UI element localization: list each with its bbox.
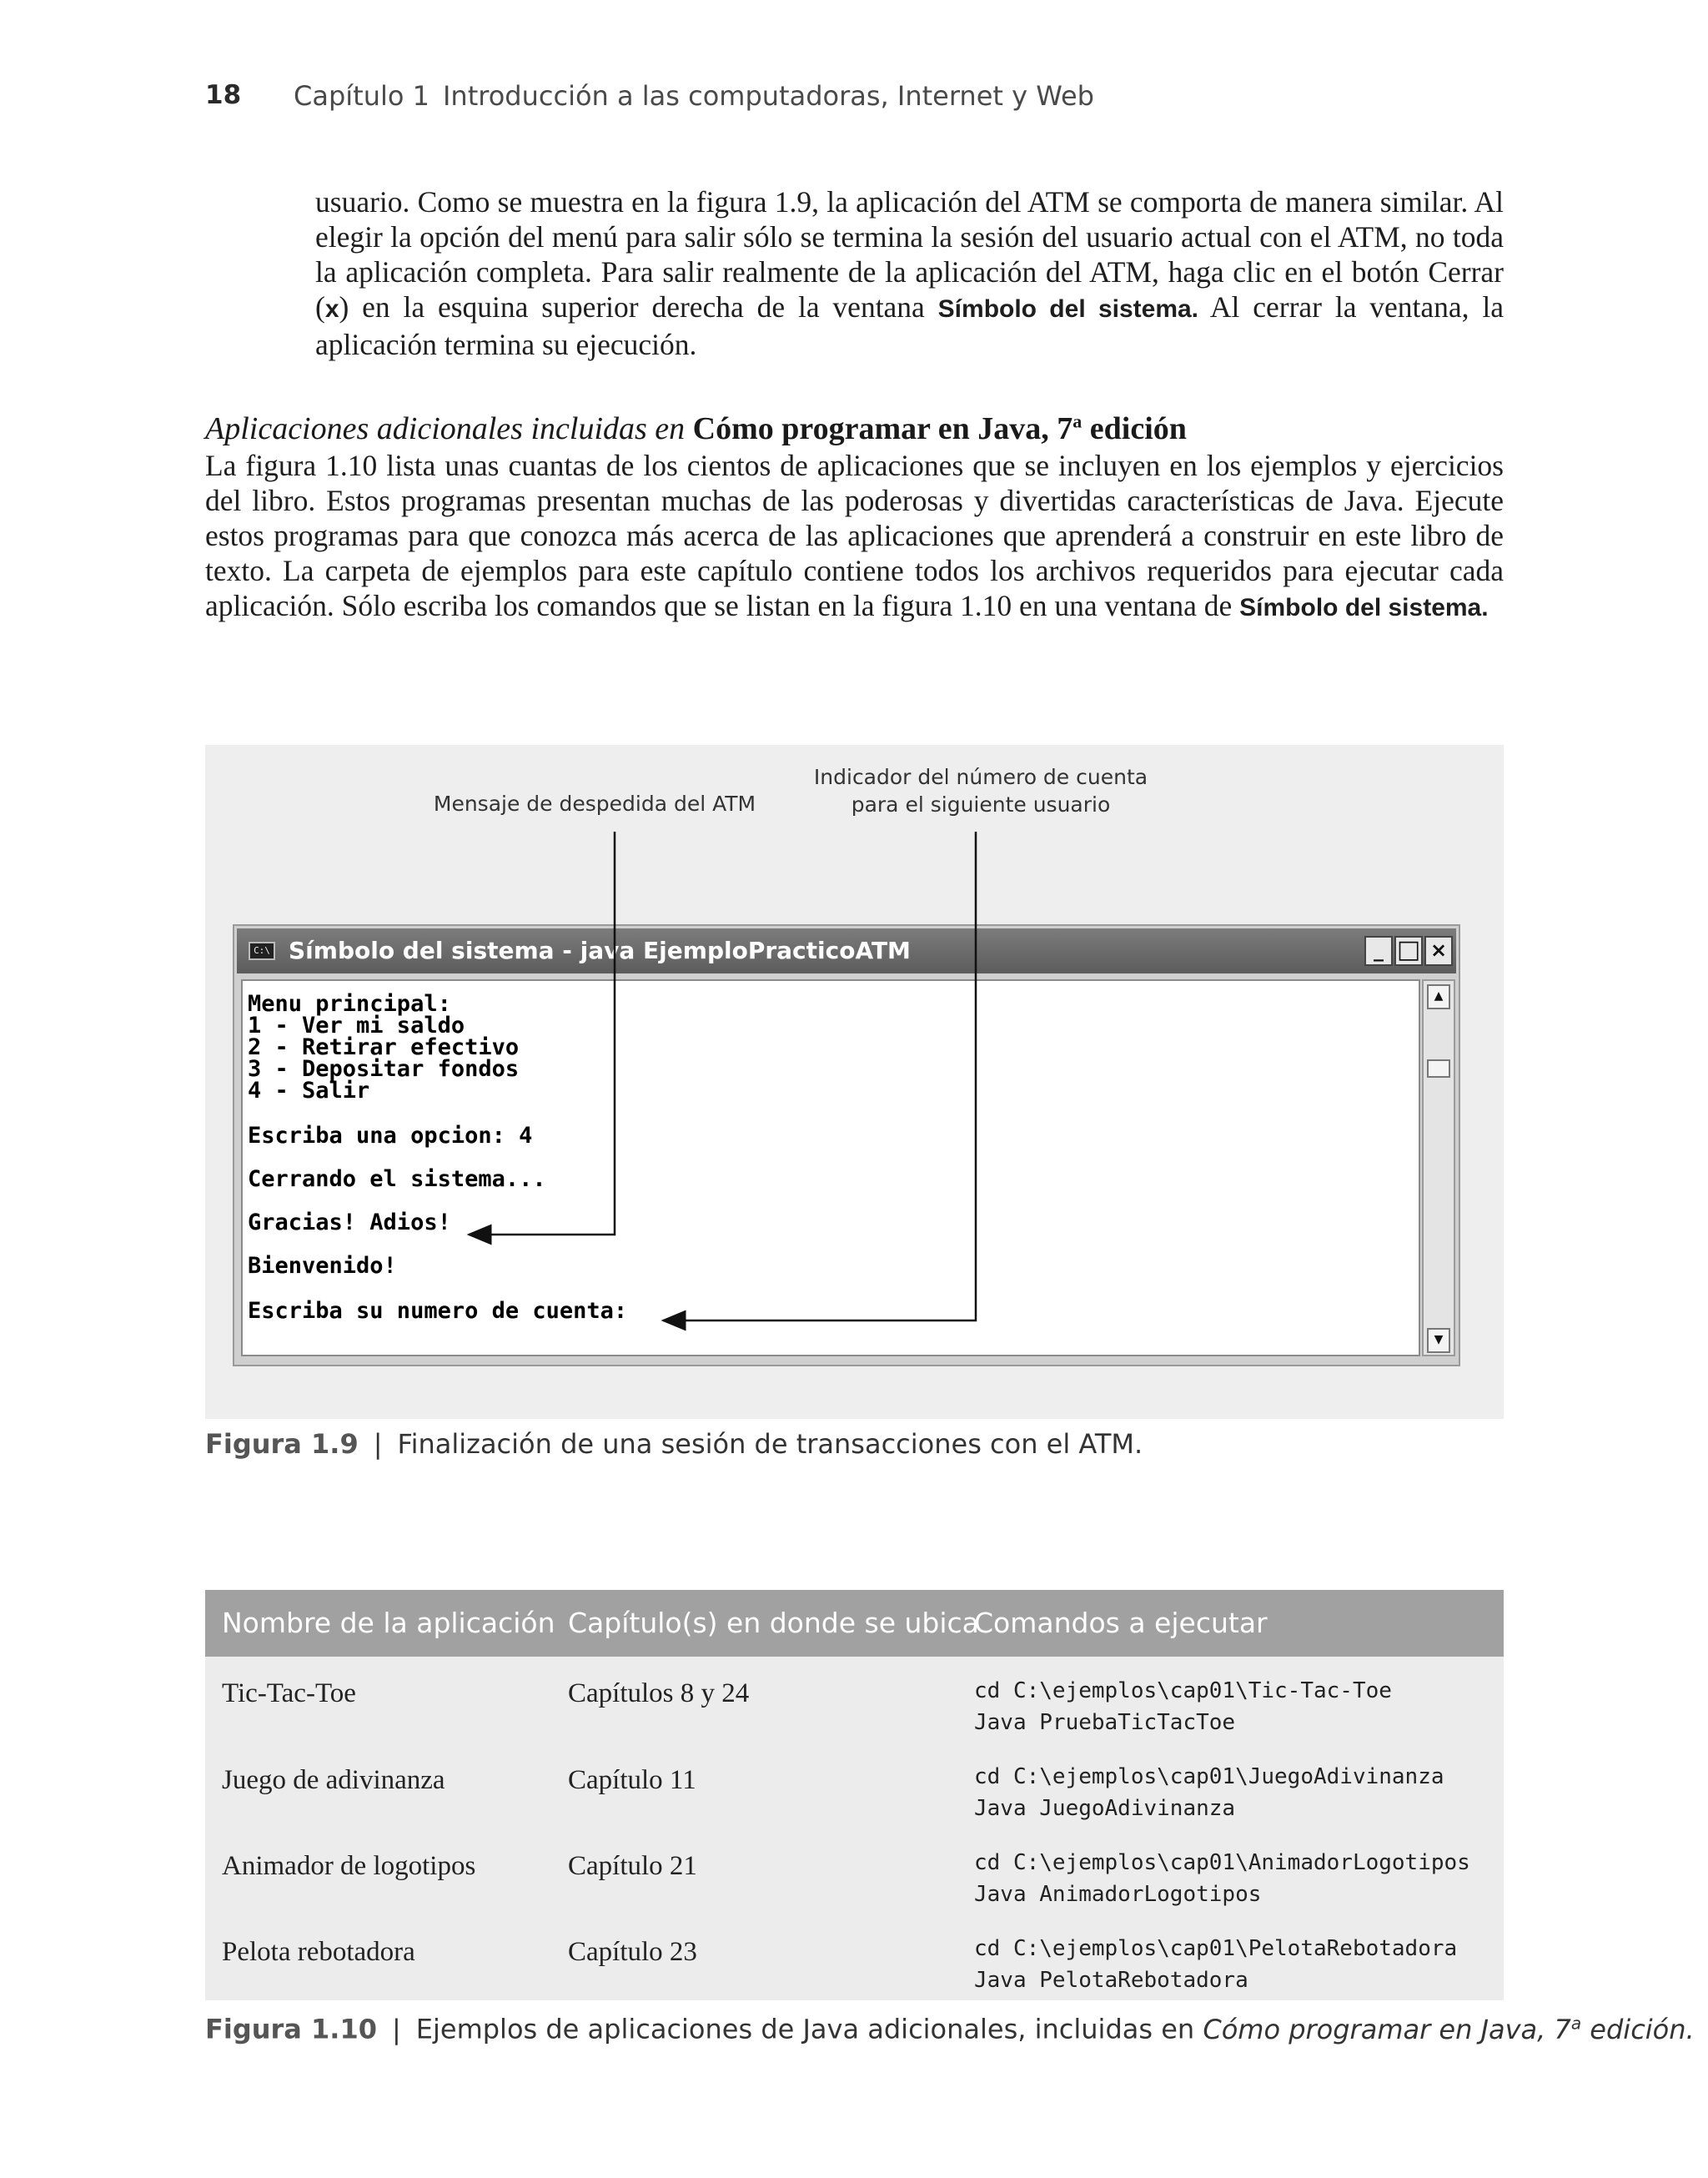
heading-bold-end: edición: [1089, 411, 1187, 446]
caption-book-title: [1203, 2014, 1694, 2045]
command-line: cd C:\ejemplos\cap01\AnimadorLogotipos: [974, 1850, 1470, 1875]
caption-separator: |: [391, 2013, 401, 2045]
column-header: Capítulo(s) en donde se ubica: [568, 1607, 979, 1639]
figure-1-10-table: [205, 1590, 1504, 2000]
caption-label: Figura 1.10: [205, 2013, 377, 2045]
command-line: cd C:\ejemplos\cap01\JuegoAdivinanza: [974, 1764, 1444, 1789]
console-line: Cerrando el sistema...: [248, 1166, 546, 1192]
table-cell-command: [974, 1761, 1444, 1824]
console-line: 2 - Retirar efectivo: [248, 1034, 520, 1060]
page-number: 18: [205, 80, 242, 110]
console-line: 3 - Depositar fondos: [248, 1056, 520, 1082]
maximize-button[interactable]: □: [1394, 936, 1423, 966]
close-button[interactable]: ×: [1424, 936, 1453, 966]
caption-separator: |: [373, 1428, 383, 1460]
console-line: Bienvenido!: [248, 1253, 397, 1279]
caption-italic-end: edición.: [1590, 2013, 1695, 2045]
table-cell-command: [974, 1675, 1392, 1738]
column-header: Comandos a ejecutar: [974, 1607, 1268, 1639]
console-line: Menu principal:: [248, 991, 451, 1017]
arrow-account-prompt: [663, 832, 976, 1320]
console-line: 1 - Ver mi saldo: [248, 1013, 465, 1039]
caption-text: Finalización de una sesión de transacciones con el ATM.: [397, 1428, 1143, 1460]
close-symbol: x: [324, 295, 339, 323]
callout-farewell: Mensaje de despedida del ATM: [433, 792, 756, 816]
console-line: Gracias! Adios!: [248, 1210, 451, 1235]
figure-1-9-caption: [205, 1428, 1143, 1460]
command-line: cd C:\ejemplos\cap01\PelotaRebotadora: [974, 1936, 1458, 1961]
chapter-title: Introducción a las computadoras, Internet y Web: [442, 80, 1094, 112]
caption-label: Figura 1.9: [205, 1428, 359, 1460]
heading-italic: Aplicaciones adicionales incluidas en: [205, 411, 686, 446]
command-line: cd C:\ejemplos\cap01\Tic-Tac-Toe: [974, 1678, 1392, 1703]
intro-text-a: usuario. Como se muestra en la figura 1.9, la aplicación del ATM se comporta de manera similar. Al elegir la opción del menú para salir sólo se termina la sesión del usuario actual con el ATM, no toda la aplicación completa. Para salir realmente de la aplicación del ATM, haga clic en el botón Cerrar (: [315, 185, 1504, 324]
caption-text: Ejemplos de aplicaciones de Java adicionales, incluidas en: [415, 2013, 1195, 2045]
window-name-ref: Símbolo del sistema.: [937, 295, 1199, 323]
table-cell-name: Pelota rebotadora: [222, 1937, 415, 1967]
command-line: Java PelotaRebotadora: [974, 1968, 1248, 1993]
callout-account-line1: Indicador del número de cuenta: [813, 765, 1148, 789]
table-cell-chapter: Capítulos 8 y 24: [568, 1678, 750, 1708]
callout-account-line2: para el siguiente usuario: [851, 792, 1111, 817]
column-header: Nombre de la aplicación: [222, 1607, 555, 1639]
command-line: Java PruebaTicTacToe: [974, 1710, 1236, 1735]
caption-italic: Cómo programar en Java, 7: [1203, 2013, 1571, 2045]
chapter-label: Capítulo 1: [294, 80, 430, 112]
table-cell-name: Tic-Tac-Toe: [222, 1678, 356, 1708]
table-cell-chapter: Capítulo 23: [568, 1937, 697, 1967]
console-icon: C:\: [249, 942, 275, 960]
scroll-down-icon[interactable]: ▼: [1427, 1328, 1450, 1353]
heading-sup: a: [1073, 410, 1083, 432]
console-line: Escriba una opcion: 4: [248, 1123, 533, 1149]
command-line: Java AnimadorLogotipos: [974, 1882, 1262, 1907]
figure-1-10-caption: [205, 2013, 1695, 2045]
intro-text-b: ) en la esquina superior derecha de la ventana: [339, 290, 938, 324]
console-line: 4 - Salir: [248, 1078, 370, 1104]
table-cell-command: [974, 1847, 1470, 1910]
table-cell-name: Juego de adivinanza: [222, 1765, 445, 1795]
table-cell-chapter: Capítulo 21: [568, 1851, 697, 1881]
arrow-farewell: [469, 832, 615, 1235]
table-cell-command: [974, 1933, 1457, 1996]
window-title: Símbolo del sistema - java EjemploPracticoATM: [289, 937, 911, 964]
table-cell-name: Animador de logotipos: [222, 1851, 476, 1881]
section-text: La figura 1.10 lista unas cuantas de los cientos de aplicaciones que se incluyen en los ejemplos y ejercicios del libro. Estos programas presentan muchas de las poderosas y divertidas características de Java. Ejecute estos programas para que conozca más acerca de las aplicaciones que aprenderá a construir en este libro de texto. La carpeta de ejemplos para este capítulo contiene todos los archivos requeridos para ejecutar cada aplicación. Sólo escriba los comandos que se listan en la figura 1.10 en una ventana de: [205, 449, 1504, 622]
console-line: Escriba su numero de cuenta:: [248, 1298, 628, 1324]
minimize-button[interactable]: _: [1364, 936, 1393, 966]
heading-bold-text: Cómo programar en Java, 7: [692, 411, 1073, 446]
caption-sup: a: [1570, 2013, 1582, 2033]
window-name-ref-2: Símbolo del sistema.: [1239, 594, 1489, 621]
table-cell-chapter: Capítulo 11: [568, 1765, 696, 1795]
table-header: [205, 1590, 1504, 1657]
command-line: Java JuegoAdivinanza: [974, 1796, 1236, 1821]
intro-text-c: Al cerrar la ventana, la aplicación termina su ejecución.: [315, 290, 1505, 361]
scroll-up-icon[interactable]: ▲: [1427, 984, 1450, 1009]
